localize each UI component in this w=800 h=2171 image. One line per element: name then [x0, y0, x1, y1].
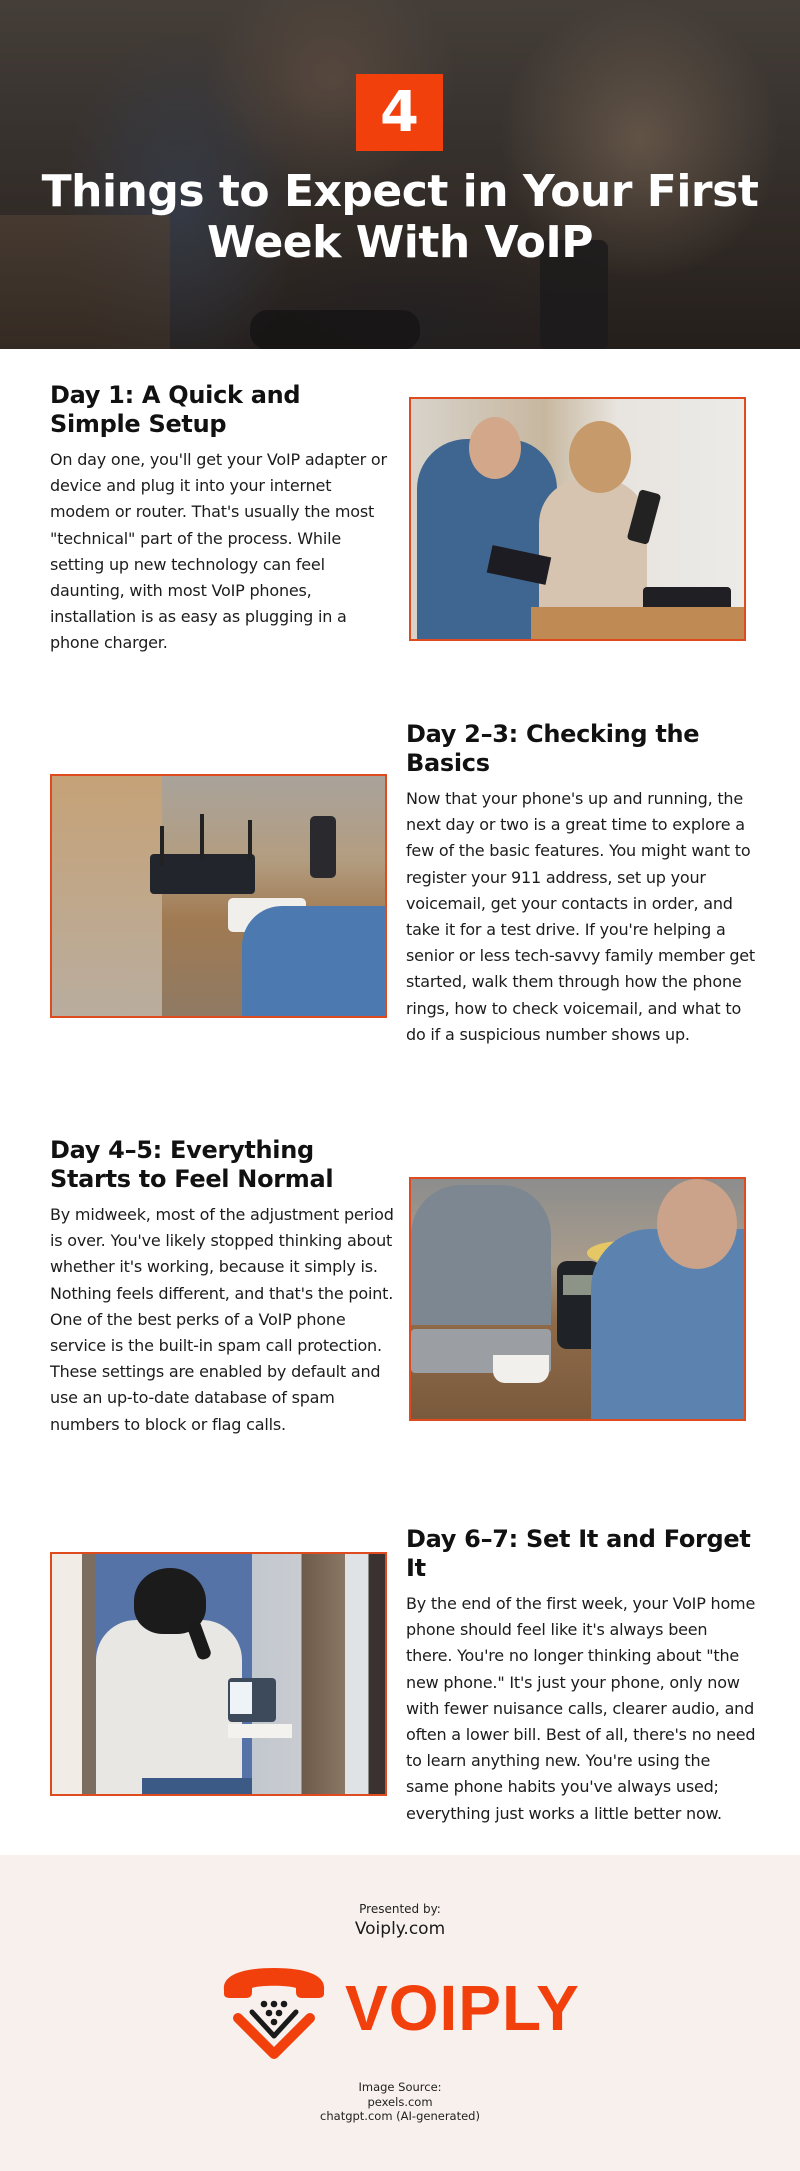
section-day-1: [50, 381, 395, 657]
section-heading: Day 6–7: Set It and Forget It: [406, 1525, 751, 1582]
number-badge: 4: [356, 74, 443, 151]
section-day-6-7: [406, 1525, 756, 1827]
section-heading: Day 2–3: Checking the Basics: [406, 720, 700, 777]
section-heading: Day 1: A Quick and Simple Setup: [50, 381, 301, 438]
hero-content: [0, 0, 800, 349]
photo-man-cordless-phone: [409, 1177, 746, 1421]
section-body: On day one, you'll get your VoIP adapter or device and plug it into your internet modem or router. That's usually the most "technical" part of the process. While setting up new technology can feel daunting, with most VoIP phones, installation is as easy as plugging in a phone charger.: [50, 450, 387, 653]
page-title: Things to Expect in Your First Week With VoIP: [41, 166, 759, 268]
presented-by-site[interactable]: Voiply.com: [354, 1919, 446, 1939]
photo-couple-router: [409, 397, 746, 641]
phone-handset-icon: [218, 1960, 330, 2060]
photo-router-setup: [50, 774, 387, 1018]
section-body: By the end of the first week, your VoIP home phone should feel like it's always been there. You're no longer thinking about "the new phone." It's just your phone, only now with fewer nuisance calls, clearer audio, and often a lower bill. Best of all, there's no need to learn anything new. You're using the same phone habits you've always used; everything just works a little better now.: [406, 1594, 756, 1823]
image-source-item: pexels.com: [367, 2095, 433, 2109]
section-body: By midweek, most of the adjustment period is over. You've likely stopped thinking about whether it's working, because it simply is. Nothing feels different, and that's the point. One of the best perks of a VoIP phone service is the built-in spam call protection. These settings are enabled by default and use an up-to-date database of spam numbers to block or flag calls.: [50, 1205, 394, 1434]
section-body: Now that your phone's up and running, the next day or two is a great time to explore a few of the basic features. You might want to register your 911 address, set up your voicemail, get your contacts in order, and take it for a test drive. If you're helping a senior or less tech-savvy family member get started, walk them through how the phone rings, how to check voicemail, and what to do if a suspicious number shows up.: [406, 789, 756, 1044]
section-day-4-5: [50, 1136, 395, 1438]
content-sections: [0, 349, 800, 1855]
photo-man-desk-phone: [50, 1552, 387, 1796]
section-day-2-3: [406, 720, 756, 1048]
image-source-label: Image Source:: [358, 2080, 442, 2094]
hero-banner: [0, 0, 800, 349]
section-heading: Day 4–5: Everything Starts to Feel Normal: [50, 1136, 334, 1193]
presented-by-label: Presented by:: [359, 1902, 441, 1916]
brand-logo-text: VOIPLY: [345, 1972, 580, 2044]
footer: [0, 1855, 800, 2171]
image-source-item: chatgpt.com (AI-generated): [320, 2109, 480, 2123]
